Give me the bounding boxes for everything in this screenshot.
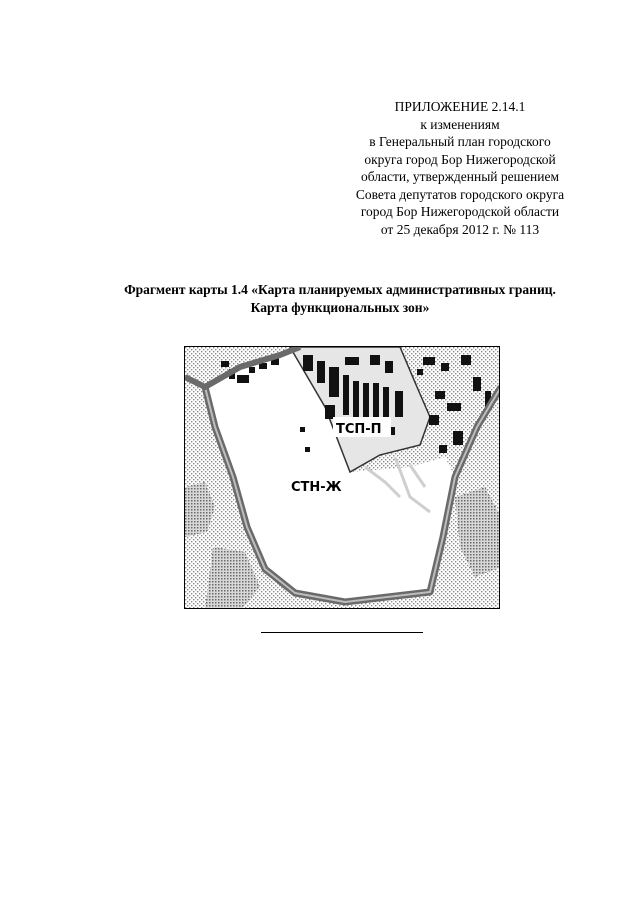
appendix-line: город Бор Нижегородской области: [360, 204, 560, 219]
map-title-line-2: Карта функциональных зон»: [250, 300, 430, 315]
appendix-line: округа город Бор Нижегородской: [364, 151, 556, 167]
appendix-line: от 25 декабря 2012 г. № 113: [380, 221, 540, 237]
map-drawing: [185, 347, 500, 609]
appendix-line: области, утвержденный решением: [361, 169, 559, 184]
zone-label-tsp: ТСП-П: [336, 422, 382, 437]
map-fragment: [184, 346, 500, 609]
appendix-line: в Генеральный план городского: [369, 134, 551, 149]
map-title-line-1: Фрагмент карты 1.4 «Карта планируемых административных границ.: [124, 282, 556, 297]
appendix-line: ПРИЛОЖЕНИЕ 2.14.1: [394, 99, 526, 114]
zone-label-stn: СТН-Ж: [291, 480, 342, 495]
horizontal-rule: [261, 632, 423, 633]
map-title: [60, 281, 620, 317]
appendix-line: Совета депутатов городского округа: [355, 186, 565, 202]
appendix-header: [310, 98, 610, 238]
appendix-line: к изменениям: [420, 116, 500, 132]
